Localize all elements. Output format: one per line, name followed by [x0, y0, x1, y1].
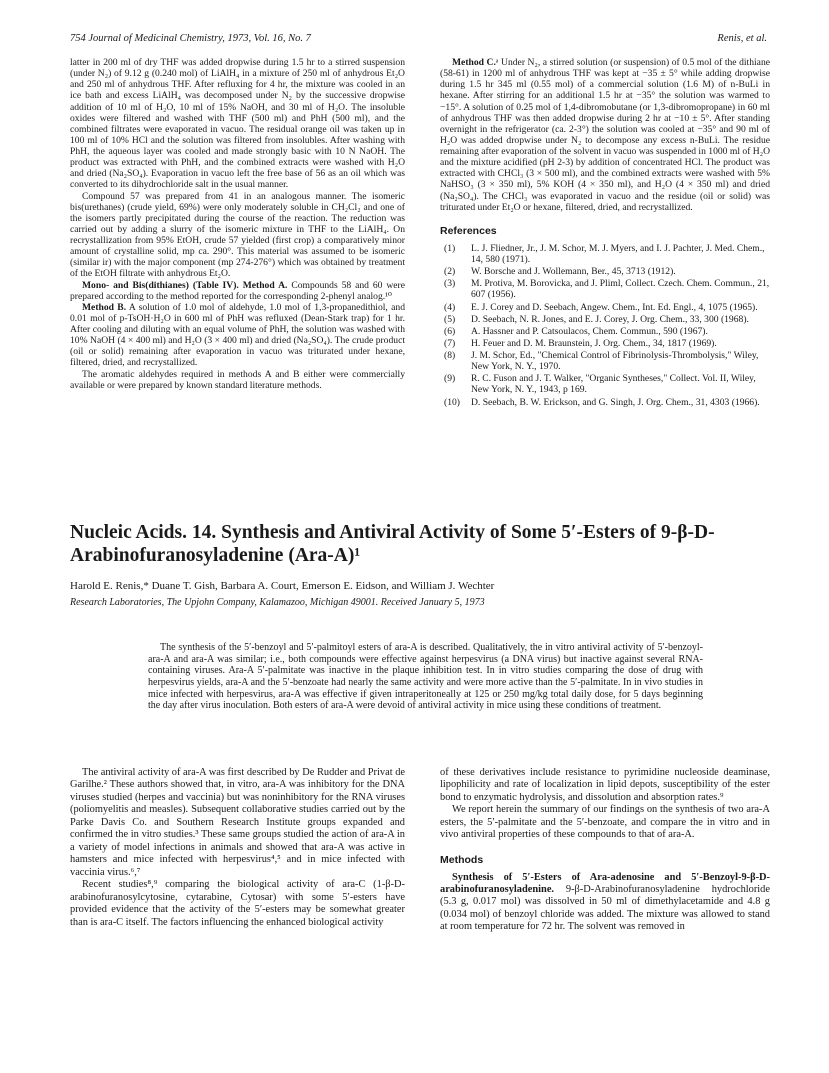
method-c-paragraph [440, 57, 770, 213]
aromatic-note: The aromatic aldehydes required in methods A and B either were commercially available or were prepared by known standard literature methods. [70, 368, 405, 391]
references-heading: References [440, 224, 497, 237]
method-a-text: Compounds 58 and 60 were prepared according to the method reported for the corresponding 2-phenyl analog.¹⁰ [70, 279, 405, 302]
reference-number: (4) [444, 301, 456, 313]
bottom-left-column [70, 767, 405, 929]
reference-number: (5) [444, 313, 456, 325]
running-header-left: 754 Journal of Medicinal Chemistry, 1973, Vol. 16, No. 7 [70, 33, 311, 44]
reference-number: (1) [444, 242, 456, 254]
reference-text: J. M. Schor, Ed., "Chemical Control of Fibrinolysis-Thrombolysis," Wiley, New York, N. Y., 1970. [471, 350, 759, 373]
reference-text: W. Borsche and J. Wollemann, Ber., 45, 3713 (1912). [471, 266, 676, 278]
running-header-right: Renis, et al. [717, 33, 767, 44]
reference-text: M. Protiva, M. Borovicka, and J. Pliml, Collect. Czech. Chem. Commun., 21, 607 (1956). [471, 278, 770, 301]
top-left-column [70, 57, 405, 391]
intro-paragraph: The antiviral activity of ara-A was first described by De Rudder and Privat de Garilhe.² These authors showed that, in vitro, ara-A was inhibitory for the DNA viruses studied (herpes and vaccinia) but was noninhibitory for the RNA viruses (poliomyelitis and measles). Subsequent collaborative studies carried out by the Parke Davis Co. and Southern Research Institute groups expanded and confirmed the in vitro studies.³ These same groups studied the action of ara-A in a variety of model infections in animals and showed that ara-A was active in hamsters and mice infected with herpesvirus⁴,⁵ and in mice infected with vaccinia virus.⁶,⁷ [70, 767, 405, 878]
reference-item [440, 314, 770, 325]
reference-item [440, 302, 770, 313]
synthesis-text: 9-β-D-Arabinofuranosyladenine hydrochloride (5.3 g, 0.017 mol) was dissolved in 50 ml of dimethylacetamide and 4.8 g (0.034 mol) of benzoyl chloride was added. The mixture was allowed to stand at room temperature for 72 hr. The solvent was removed in [440, 883, 770, 933]
method-b-paragraph [70, 302, 405, 369]
reference-item [440, 350, 770, 372]
intro-paragraph: Recent studies⁸,⁹ comparing the biological activity of ara-C (1-β-D-arabinofuranosylcytosine, cytarabine, Cytosar) with some 5′-esters have provided evidence that the activity of the 5′-esters may be somewhat greater than is ara-C itself. The factors influencing the enhanced biological activity [70, 879, 405, 928]
reference-text: E. J. Corey and D. Seebach, Angew. Chem., Int. Ed. Engl., 4, 1075 (1965). [471, 301, 758, 313]
method-a-paragraph [70, 280, 405, 302]
method-b-heading: Method B. [82, 301, 127, 313]
synthesis-heading: Synthesis of 5′-Esters of Ara-adenosine and 5′-Benzoyl-9-β-D-arabinofuranosyladenine. [440, 871, 770, 895]
reference-text: H. Feuer and D. M. Braunstein, J. Org. Chem., 34, 1817 (1969). [471, 337, 717, 349]
reference-item [440, 397, 770, 408]
reference-text: D. Seebach, B. W. Erickson, and G. Singh, J. Org. Chem., 31, 4303 (1966). [471, 396, 760, 408]
article-abstract: The synthesis of the 5′-benzoyl and 5′-palmitoyl esters of ara-A is described. Qualitatively, the in vitro antiviral activity of 5′-benzoyl-ara-A and ara-A was similar; i.e., both compounds were effective against herpesvirus (a DNA virus) but inactive against several RNA-containing viruses. Ara-A 5′-palmitate was inactive in the plaque inhibition test. In in vitro studies comparing the dose of drug with herpesvirus yields, ara-A and the 5′-benzoate had nearly the same activity and were more active than the 5′-palmitate. In in vivo studies in mice infected with herpesvirus, ara-A was effective if given intraperitoneally at 125 or 250 mg/kg total daily dose, for 5 days beginning the day after virus inoculation. Both esters of ara-A were devoid of antiviral activity in mice using these conditions of treatment. [148, 642, 703, 712]
references-list [440, 243, 770, 408]
reference-number: (9) [444, 373, 456, 385]
method-a-heading: Mono- and Bis(dithianes) (Table IV). Method A. [82, 279, 288, 291]
bottom-right-column [440, 767, 770, 934]
reference-number: (3) [444, 278, 456, 290]
reference-text: D. Seebach, N. R. Jones, and E. J. Corey, J. Org. Chem., 33, 300 (1968). [471, 313, 749, 325]
reference-number: (8) [444, 350, 456, 362]
synthesis-paragraph [440, 872, 770, 934]
method-c-heading: Method C. [452, 57, 496, 68]
experimental-paragraph: Compound 57 was prepared from 41 in an analogous manner. The isomeric bis(urethanes) (crude yield, 69%) were only moderately soluble in CH₂Cl₂ and one of the isomers partly precipitated during the course of the reaction. The reduction was carried out by adding a slurry of the isomeric mixture in THF to the LiAlH₄. On recrystallization from 95% EtOH, crude 57 yielded (first crop) a comparatively minor amount of crystalline solid, mp ca. 290°. This material was assumed to be isomeric (similar ir) with the major component (mp 274-276°) which was obtained by treatment of the EtOH filtrate with anhydrous Et₂O. [70, 190, 405, 280]
reference-item [440, 326, 770, 337]
reference-item [440, 266, 770, 277]
top-right-column [440, 57, 770, 409]
article-authors: Harold E. Renis,* Duane T. Gish, Barbara A. Court, Emerson E. Eidson, and William J. Wechter [70, 580, 495, 592]
article-affiliation: Research Laboratories, The Upjohn Company, Kalamazoo, Michigan 49001. Received January 5, 1973 [70, 597, 485, 608]
methods-heading: Methods [440, 853, 484, 866]
reference-item [440, 338, 770, 349]
method-c-text: ᵃ Under N₂, a stirred solution (or suspension) of 0.5 mol of the dithiane (58-61) in 1200 ml of anhydrous THF was kept at −35 ± 5° while adding dropwise during 1.5 hr 345 ml (0.55 mol) of a commercial solution (1.6 M) of n-BuLi in hexane. After stirring for an additional 1.5 hr at −35° the solution was warmed to −15°. A solution of 0.25 mol of 1,4-dibromobutane (or 1,3-dibromopropane) in 60 ml of anhydrous THF was then added dropwise during 2 hr at −10 ± 5°. After standing overnight in the refrigerator (ca. 2-3°) the solution was cooled at −35° and 90 ml of H₂O was added dropwise under N₂ to decompose any excess n-BuLi. The residue remaining after evaporation of the solvent in vacuo was suspended in 1000 ml of H₂O and the mixture acidified (pH 2-3) by addition of concentrated HCl. The product was extracted with CHCl₃ (3 × 500 ml), and the combined extracts were washed with 5% NaHSO₃ (3 × 350 ml), 5% KOH (4 × 350 ml), and H₂O (4 × 350 ml) and dried (Na₂SO₄). The CHCl₃ was evaporated in vacuo and the residue (oil or solid) was triturated under Et₂O or hexane, filtered, dried, and recrystallized. [440, 57, 770, 213]
intro-continuation: of these derivatives include resistance to pyrimidine nucleoside deaminase, lipophilicity and rate of localization in lipid depots, susceptibility of the ester bond to enzymatic hydrolysis, and dissolution and absorption rates.⁹ [440, 767, 770, 803]
reference-number: (2) [444, 266, 456, 278]
experimental-paragraph: latter in 200 ml of dry THF was added dropwise during 1.5 hr to a stirred suspension (under N₂) of 9.12 g (0.240 mol) of LiAlH₄ in a mixture of 250 ml of anhydrous Et₂O and 250 ml of anhydrous THF. After refluxing for 4 hr, the mixture was cooled in an ice bath and excess LiAlH₄ was decomposed under N₂ by the successive dropwise addition of 10 ml of H₂O, 10 ml of 15% NaOH, and 30 ml of H₂O. The insoluble oxides were filtered and washed with THF (500 ml) and PhH (500 ml), and the combined filtrates were evaporated in vacuo. The residual orange oil was taken up in 100 ml of 10% HCl and the solution was filtered from insolubles. After washing with PhH, the aqueous layer was cooled and made strongly basic with 10 N NaOH. The product was extracted with PhH, and the combined extracts were washed with H₂O and dried (Na₂SO₄). Evaporation in vacuo left the free base of 56 as an oil which was converted to its dihydrochloride salt in the usual manner. [70, 57, 405, 191]
reference-text: A. Hassner and P. Catsoulacos, Chem. Commun., 590 (1967). [471, 325, 708, 337]
reference-number: (7) [444, 337, 456, 349]
article-title: Nucleic Acids. 14. Synthesis and Antiviral Activity of Some 5′-Esters of 9-β-D-Arabinofuranosyladenine (Ara-A)¹ [70, 522, 715, 567]
intro-paragraph: We report herein the summary of our findings on the synthesis of two ara-A esters, the 5′-palmitate and the 5′-benzoate, and compare the in vitro and in vivo antiviral properties of these compounds to that of ara-A. [440, 804, 770, 841]
method-b-text: A solution of 1.0 mol of aldehyde, 1.0 mol of 1,3-propanedithiol, and 0.01 mol of p-TsOH·H₂O in 600 ml of PhH was refluxed (Dean-Stark trap) for 1 hr. After cooling and diluting with an equal volume of PhH, the solution was washed with 10% NaOH (4 × 400 ml) and H₂O (3 × 400 ml) and dried (Na₂SO₄). The crude product (oil or solid) remaining after evaporation in vacuo was triturated under hexane, filtered, dried, and recrystallized. [70, 301, 406, 369]
reference-number: (6) [444, 325, 456, 337]
reference-item [440, 373, 770, 395]
reference-text: R. C. Fuson and J. T. Walker, "Organic Syntheses," Collect. Vol. II, Wiley, New York, N. Y., 1943, p 169. [471, 373, 756, 396]
reference-text: L. J. Fliedner, Jr., J. M. Schor, M. J. Myers, and I. J. Pachter, J. Med. Chem., 14, 580 (1971). [471, 242, 765, 266]
reference-number: (10) [444, 396, 460, 408]
reference-item [440, 278, 770, 300]
reference-item [440, 243, 770, 265]
